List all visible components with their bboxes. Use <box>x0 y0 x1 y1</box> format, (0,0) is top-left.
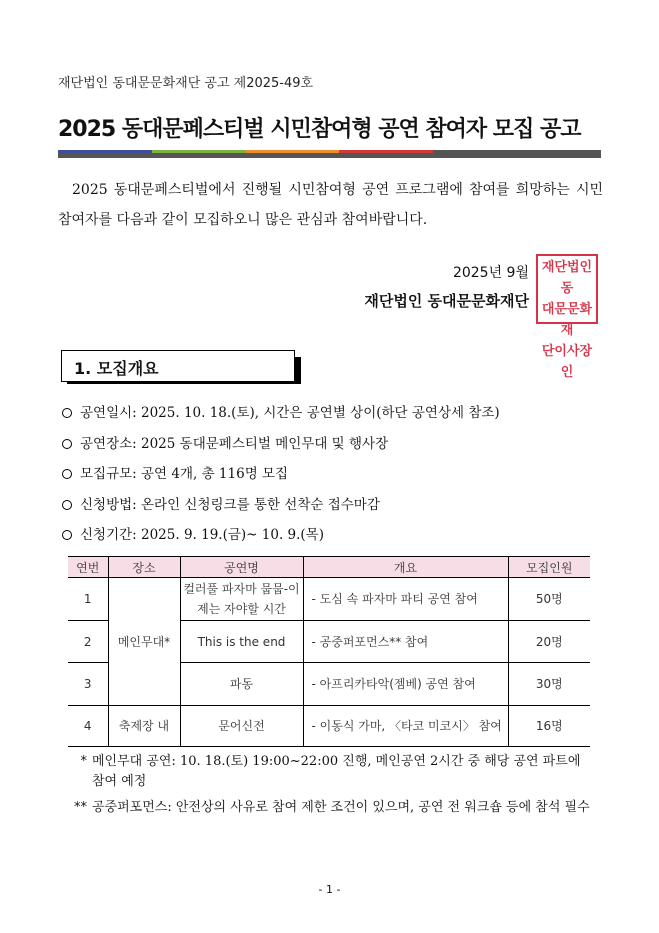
issuing-organization: 재단법인 동대문문화재단 <box>364 292 529 310</box>
header-name: 공연명 <box>180 557 303 578</box>
performance-table <box>68 556 590 747</box>
cell-desc: - 아프리카타악(젬베) 공연 참여 <box>303 663 508 706</box>
list-item <box>62 523 500 554</box>
header-desc: 개요 <box>303 557 508 578</box>
cell-no: 4 <box>68 706 108 747</box>
cell-place: 메인무대* <box>108 578 180 706</box>
announcement-date: 2025년 9월 <box>452 265 529 281</box>
footnote-mark: ** <box>74 800 87 815</box>
list-item <box>62 462 500 493</box>
footnote <box>70 798 595 818</box>
bar-segment-green <box>152 150 246 153</box>
circle-bullet-icon <box>62 408 72 418</box>
list-item <box>62 401 500 432</box>
circle-bullet-icon <box>62 469 72 479</box>
list-item <box>62 432 500 463</box>
bar-segment-orange <box>246 150 339 153</box>
table-row <box>68 578 590 621</box>
cell-desc: - 이동식 가마, 〈타코 미코시〉 참여 <box>303 706 508 747</box>
circle-bullet-icon <box>62 500 72 510</box>
header-place: 장소 <box>108 557 180 578</box>
section-heading: 1. 모집개요 <box>61 350 295 382</box>
document-title: 2025 동대문페스티벌 시민참여형 공연 참여자 모집 공고 <box>58 117 581 142</box>
cell-count: 50명 <box>508 578 590 621</box>
circle-bullet-icon <box>62 439 72 449</box>
cell-name: 문어신전 <box>180 706 303 747</box>
intro-paragraph: 2025 동대문페스티벌에서 진행될 시민참여형 공연 프로그램에 참여를 희망하는 시민 참여자를 다음과 같이 모집하오니 많은 관심과 참여바랍니다. <box>58 182 603 228</box>
cell-place: 축제장 내 <box>108 706 180 747</box>
cell-desc: - 도심 속 파자마 파티 공연 참여 <box>303 578 508 621</box>
circle-bullet-icon <box>62 530 72 540</box>
cell-desc: - 공중퍼포먼스** 참여 <box>303 621 508 663</box>
bar-segment-red <box>339 150 433 153</box>
cell-count: 16명 <box>508 706 590 747</box>
header-no: 연번 <box>68 557 108 578</box>
bullet-text: 신청기간: 2025. 9. 19.(금)~ 10. 9.(목) <box>80 527 324 543</box>
overview-list <box>62 401 500 554</box>
footnote <box>70 752 595 792</box>
cell-no: 3 <box>68 663 108 706</box>
footnote-text: 공중퍼포먼스: 안전상의 사유로 참여 제한 조건이 있으며, 공연 전 워크숍 등에 참석 필수 <box>92 800 590 815</box>
header-count: 모집인원 <box>508 557 590 578</box>
cell-name: 파동 <box>180 663 303 706</box>
table-header-row <box>68 557 590 578</box>
bullet-text: 공연장소: 2025 동대문페스티벌 메인무대 및 행사장 <box>80 435 389 452</box>
list-item <box>62 493 500 524</box>
notice-number: 재단법인 동대문문화재단 공고 제2025-49호 <box>58 76 314 91</box>
footnotes <box>70 752 595 824</box>
footnote-text: 메인무대 공연: 10. 18.(토) 19:00~22:00 진행, 메인공연 2시간 중 해당 공연 파트에 참여 예정 <box>92 754 581 789</box>
cell-no: 2 <box>68 621 108 663</box>
title-underline <box>58 150 601 158</box>
cell-count: 30명 <box>508 663 590 706</box>
bar-segment-blue <box>58 150 152 153</box>
cell-count: 20명 <box>508 621 590 663</box>
cell-name: 컬러풀 파자마 뭅뭅-이제는 자야할 시간 <box>180 578 303 621</box>
bullet-text: 공연일시: 2025. 10. 18.(토), 시간은 공연별 상이(하단 공연상세 참조) <box>80 405 500 421</box>
bullet-text: 모집규모: 공연 4개, 총 116명 모집 <box>80 466 289 482</box>
official-seal: 재단법인동 대문문화재 단이사장인 <box>536 254 598 324</box>
table-row <box>68 706 590 747</box>
bullet-text: 신청방법: 온라인 신청링크를 통한 선착순 접수마감 <box>80 496 380 513</box>
cell-no: 1 <box>68 578 108 621</box>
page-number: - 1 - <box>318 883 341 896</box>
cell-name: This is the end <box>180 621 303 663</box>
footnote-mark: * <box>80 754 87 769</box>
